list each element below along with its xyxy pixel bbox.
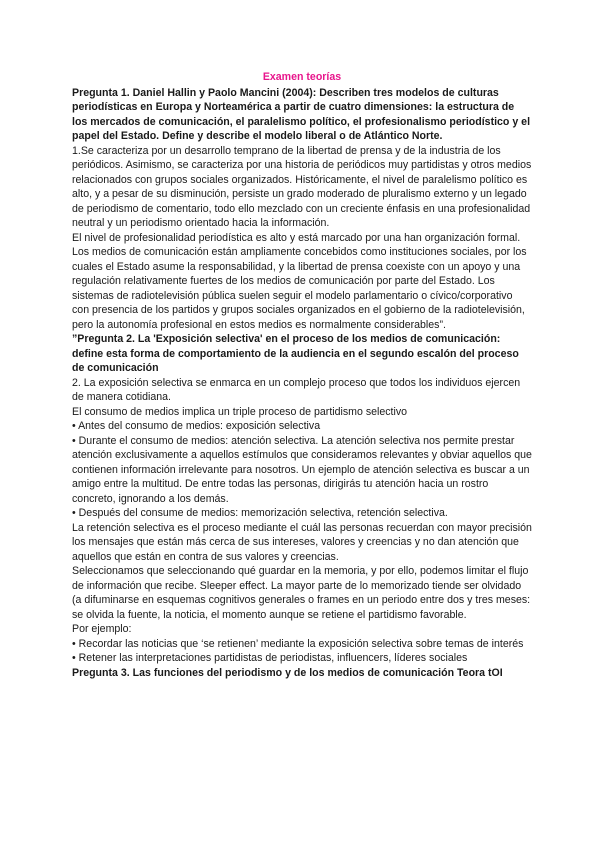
bullet-retention: • Después del consume de medios: memorización selectiva, retención selectiva. xyxy=(72,507,448,519)
memory-paragraph: Seleccionamos que seleccionando qué guardar en la memoria, y por ello, podemos limitar el flujo de información que recibe. Sleeper effect. La mayor parte de lo memorizado tiende ser olvidado (a difuminarse en esquemas cognitivos generales o frames en un periodo entre dos y tres meses: se olvida la fuente, la noticia, el momento aunque se retiene el partidismo favorable. xyxy=(72,565,531,621)
document-title: Examen teorías xyxy=(262,71,342,83)
example-label: Por ejemplo: xyxy=(72,623,132,635)
answer-1-paragraph-1: 1.Se caracteriza por un desarrollo temprano de la libertad de prensa y de la industria de los periódicos. Asimismo, se caracteriza por una historia de periódicos muy partidistas y otros medios relacionados con grupos sociales organizados. Históricamente, el nivel de paralelismo político es alto, y a pesar de su disminución, persiste un grado moderado de pluralismo externo y un legado de periodismo de comentario, todo ello mezclado con un creciente énfasis en una profesionalidad neutral y un periodismo orientado hacia la información. xyxy=(72,144,532,229)
example-bullet-1: • Recordar las noticias que ‘se retienen’ mediante la exposición selectiva sobre temas de interés xyxy=(72,637,524,650)
question-1-heading: Pregunta 1. Daniel Hallin y Paolo Mancini (2004): Describen tres modelos de culturas periodísticas en Europa y Norteamérica a partir de cuatro dimensiones: la estructura de los mercados de comunicación, el paralelismo político, el profesionalismo periodístico y el papel del Estado. Define y describe el modelo liberal o de Atlántico Norte. xyxy=(72,86,531,142)
answer-2-process: El consumo de medios implica un triple proceso de partidismo selectivo xyxy=(72,405,408,418)
retention-paragraph: La retención selectiva es el proceso mediante el cuál las personas recuerdan con mayor precisión los mensajes que están más cerca de sus intereses, valores y creencias y no dan atención que aquellos que están en contra de sus valores y creencias. xyxy=(72,521,532,563)
question-2-heading: ”Pregunta 2. La 'Exposición selectiva' en el proceso de los medios de comunicación: define esta forma de comportamiento de la audiencia en el segundo escalón del proceso de comunicación xyxy=(72,333,519,374)
answer-1-paragraph-2: El nivel de profesionalidad periodística es alto y está marcado por una han organización formal. Los medios de comunicación están ampliamente concebidos como instituciones sociales, por los cuales el Estado asume la responsabilidad, y la libertad de prensa coexiste con un apoyo y una regulación relativamente fuertes de los medios de comunicación por parte del Estado. Los sistemas de radiotelevisión pública suelen seguir el modelo parlamentario o cívico/corporativo con presencia de los partidos y grupos sociales organizados en el gobierno de la radiotelevisión, pero la autonomía profesional en estos medios es normalmente considerables”. xyxy=(72,231,527,331)
bullet-attention: • Durante el consumo de medios: atención selectiva. La atención selectiva nos permite prestar atención exclusivamente a aquellos estímulos que consideramos relevantes y obviar aquellos que contienen información irrelevante para nosotros. Un ejemplo de atención selectiva es buscar a un amigo entre la multitud. De entre todas las personas, dirigirás tu atención hacia un rostro concreto, ignorando a los demás. xyxy=(72,434,532,505)
question-3-heading: Pregunta 3. Las funciones del periodismo y de los medios de comunicación Teora tOI xyxy=(72,666,503,679)
answer-2-intro: 2. La exposición selectiva se enmarca en un complejo proceso que todos los individuos ejercen de manera cotidiana. xyxy=(72,376,521,403)
document-page xyxy=(72,70,532,680)
example-bullet-2: • Retener las interpretaciones partidistas de periodistas, influencers, líderes sociales xyxy=(72,652,468,664)
bullet-exposure: • Antes del consumo de medios: exposición selectiva xyxy=(72,420,321,432)
